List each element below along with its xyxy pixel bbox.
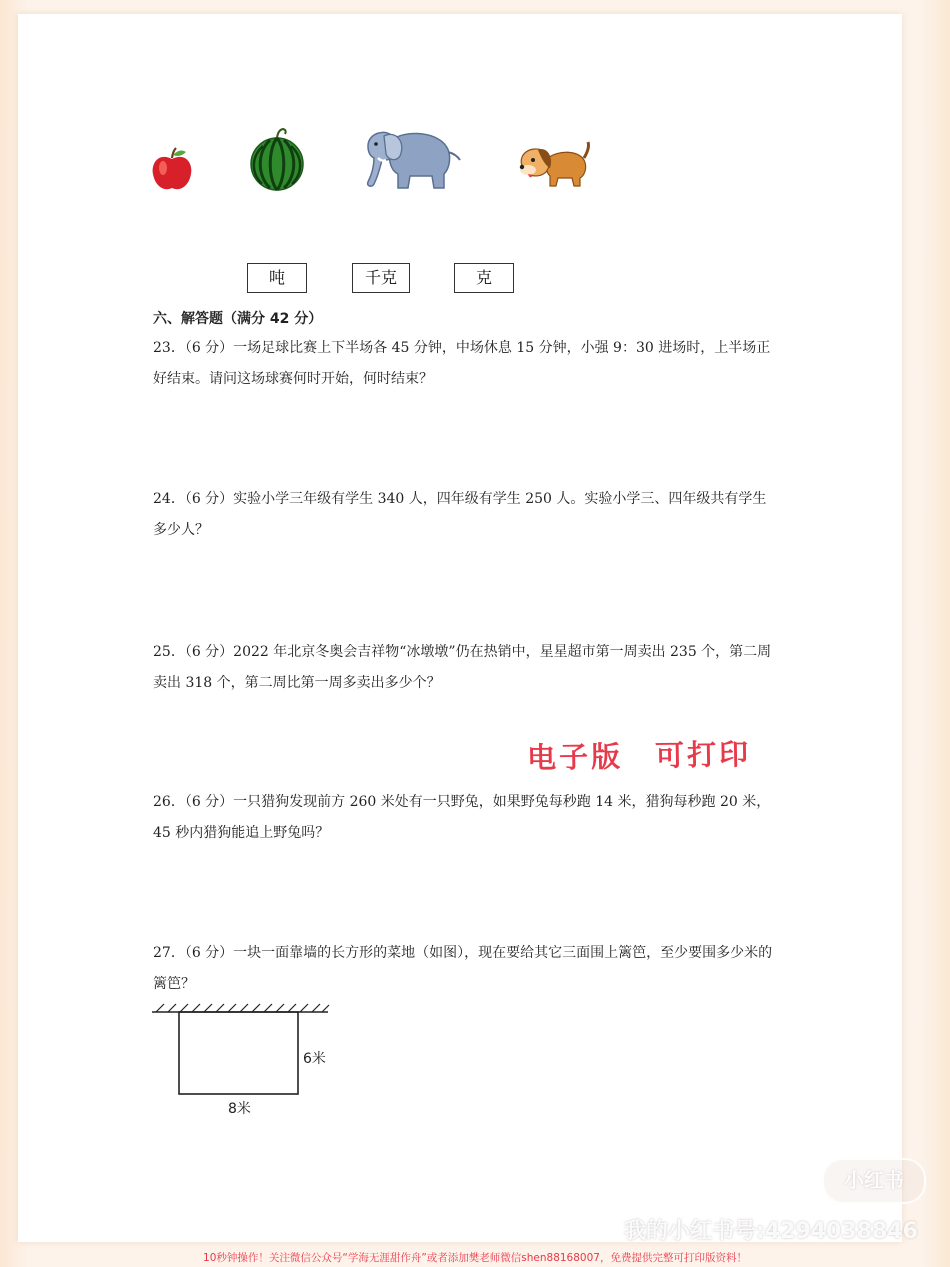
apple-picture: [150, 146, 194, 192]
apple-shine: [159, 161, 167, 175]
unit-box-kilogram: 千克: [352, 263, 410, 293]
unit-box-ton: 吨: [247, 263, 307, 293]
width-label: 8米: [228, 1101, 251, 1117]
dog-tail: [584, 142, 589, 158]
height-label: 6米: [303, 1051, 326, 1067]
watermelon-stem: [277, 129, 286, 138]
footer-notice: 10秒钟操作！关注微信公众号“学海无涯甜作舟”或者添加樊老师微信shen88168007，免费提供完整可打印版资料！: [203, 1252, 747, 1264]
watermelon-picture: [248, 124, 306, 192]
electronic-printable-stamp: 电子版 可打印: [526, 737, 752, 775]
vegetable-plot-rectangle: [179, 1012, 298, 1094]
dog-eye: [531, 158, 535, 162]
dog-body: [546, 152, 586, 186]
question-25: 25．（6 分）2022 年北京冬奥会吉祥物“冰墩墩”仍在热销中，星星超市第一周卖出 235 个，第二周卖出 318 个，第二周比第一周多卖出多少个？: [153, 644, 772, 691]
xiaohongshu-logo: 小红书: [822, 1158, 926, 1204]
unit-box-gram: 克: [454, 263, 514, 293]
question-26: 26．（6 分）一只猎狗发现前方 260 米处有一只野兔，如果野兔每秒跑 14 米，猎狗每秒跑 20 米，45 秒内猎狗能追上野兔吗？: [153, 794, 771, 841]
question-23: 23．（6 分）一场足球比赛上下半场各 45 分钟，中场休息 15 分钟，小强 9：30 进场时，上半场正好结束。请问这场球赛何时开始，何时结束？: [153, 340, 771, 387]
apple-body: [153, 157, 192, 189]
elephant-ear: [384, 134, 402, 159]
elephant-picture: [360, 124, 464, 194]
question-24: 24．（6 分）实验小学三年级有学生 340 人，四年级有学生 250 人。实验小学三、四年级共有学生多少人？: [153, 491, 767, 538]
account-watermark: 我的小红书号:4294038846: [624, 1219, 918, 1244]
dog-nose: [520, 165, 524, 169]
wall-hatching: [156, 1004, 329, 1012]
section-title: 六、解答题（满分 42 分）: [153, 311, 323, 327]
elephant-eye: [374, 142, 378, 146]
dog-picture: [514, 138, 594, 190]
question-27: 27．（6 分）一块一面靠墙的长方形的菜地（如图），现在要给其它三面围上篱笆，至少要围多少米的篱笆？: [153, 945, 773, 992]
